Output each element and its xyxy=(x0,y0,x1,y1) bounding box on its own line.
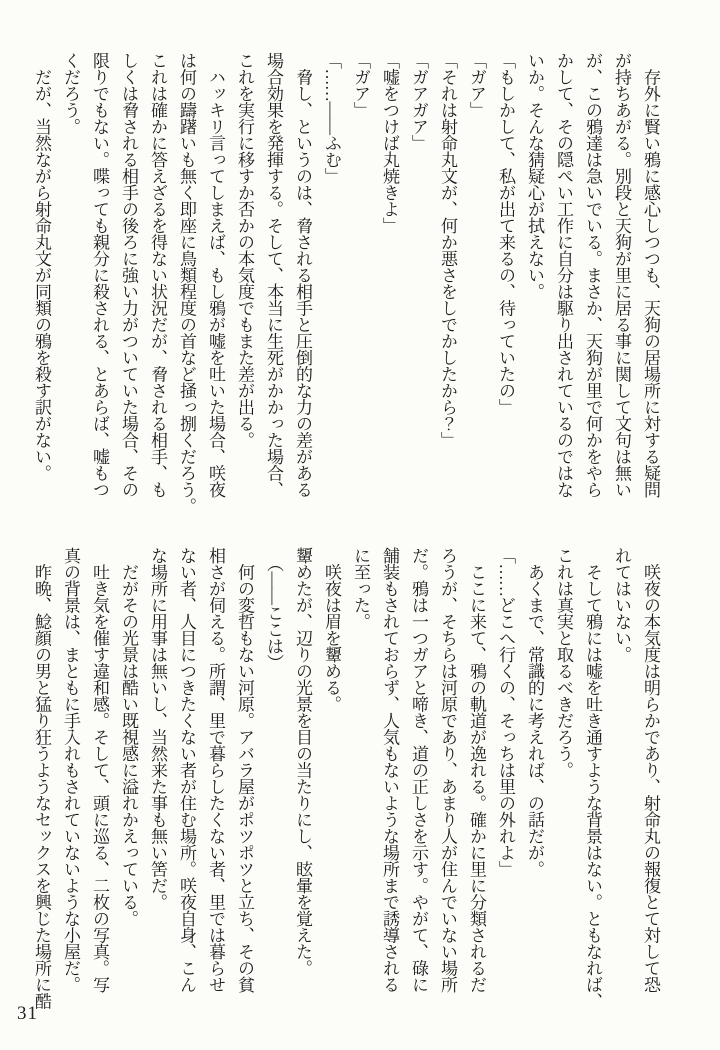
text-line: いか。そんな猜疑心が拭えない。 xyxy=(525,52,544,300)
text-line: 咲夜は眉を顰める。 xyxy=(322,547,341,712)
text-line-dialogue: 「ガア」 xyxy=(351,52,370,118)
text-line: は何の躊躇いも無く即座に鳥類程度の首など掻っ捌くだろう。 xyxy=(177,52,196,514)
text-line: くだろう。 xyxy=(61,52,80,135)
text-line: ない者、人目につきたくない者が住む場所。咲夜自身、こん xyxy=(177,547,196,993)
text-line: ろうが、そちらは河原であり、あまり人が住んでいない場所 xyxy=(438,547,457,993)
text-line: これは真実と取るべきだろう。 xyxy=(554,547,573,778)
text-line-thought: （——ここは） xyxy=(264,547,283,671)
text-line: 何の変哲もない河原。アバラ屋がポツポツと立ち、その貧 xyxy=(235,547,254,993)
text-line: ここに来て、鴉の軌道が逸れる。確かに里に分類されるだ xyxy=(467,547,486,993)
text-line: に至った。 xyxy=(351,547,370,630)
text-line: 咲夜の本気度は明らかであり、射命丸の報復とて対して恐 xyxy=(641,547,660,993)
text-line: 吐き気を催す違和感。そして、頭に巡る、二枚の写真。写 xyxy=(90,547,109,993)
text-line: な場所に用事は無いし、当然来た事も無い筈だ。 xyxy=(148,547,167,910)
text-line: 限りでもない。喋っても親分に殺される、とあらば、嘘もつ xyxy=(90,52,109,498)
text-line: 場合効果を発揮する。そして、本当に生死がかかった場合、 xyxy=(264,52,283,498)
text-line-dialogue: 「もしかして、私が出て来るの、待っていたの」 xyxy=(496,52,515,415)
text-line: が持ちあがる。別段と天狗が里に居る事に関して文句は無い xyxy=(612,52,631,498)
text-line: あくまで、常識的に考えれば、の話だが。 xyxy=(525,547,544,877)
text-line: だが、当然ながら射命丸文が同類の鴉を殺す訳がない。 xyxy=(32,52,51,481)
text-line: 相さが伺える。所謂、里で暮らしたくない者、里では暮らせ xyxy=(206,547,225,993)
text-line-dialogue: 「……——ふむ」 xyxy=(322,52,341,184)
text-line: しくは脅される相手の後ろに強い力がついていた場合、その xyxy=(119,52,138,498)
text-line: 顰めたが、辺りの光景を目の当たりにし、眩暈を覚えた。 xyxy=(293,547,312,976)
text-line-dialogue: 「……どこへ行くの、そっちは里の外れよ」 xyxy=(496,547,515,877)
page-number: 31 xyxy=(17,1003,38,1024)
text-line: これは確かに答えざるを得ない状況だが、脅される相手、も xyxy=(148,52,167,498)
text-line: だ。鴉は一つガアと啼き、道の正しさを示す。やがて、碌に xyxy=(409,547,428,993)
text-line: が、この鴉達は急いでいる。まさか、天狗が里で何かをやら xyxy=(583,52,602,498)
text-line: ハッキリ言ってしまえば、もし鴉が嘘を吐いた場合、咲夜 xyxy=(206,52,225,498)
text-line-dialogue: 「ガアガア」 xyxy=(409,52,428,151)
text-line: れてはいない。 xyxy=(612,547,631,663)
text-line-dialogue: 「嘘をつけば丸焼きよ」 xyxy=(380,52,399,234)
text-line: そして鴉には嘘を吐き通すような背景はない。ともなれば、 xyxy=(583,547,602,1009)
text-line: 真の背景は、まともに手入れもされていないような小屋だ。 xyxy=(61,547,80,993)
text-line: かして、その隠ぺい工作に自分は駆り出されているのではな xyxy=(554,52,573,498)
text-line-dialogue: 「ガア」 xyxy=(467,52,486,118)
text-line: だがその光景は酷い既視感に溢れかえっている。 xyxy=(119,547,138,927)
bottom-text-block xyxy=(27,547,665,1017)
top-text-block xyxy=(27,52,665,522)
text-line: これを実行に移すか否かの本気度でもまた差が出る。 xyxy=(235,52,254,448)
text-line-dialogue: 「それは射命丸文が、何か悪さをしでかしたから？」 xyxy=(438,52,457,448)
text-line: 舗装もされておらず、人気もないような場所まで誘導される xyxy=(380,547,399,993)
text-line: 昨晩、鯰顔の男と猛り狂うようなセックスを興じた場所に酷 xyxy=(32,547,51,1009)
text-line: 存外に賢い鴉に感心しつつも、天狗の居場所に対する疑問 xyxy=(641,52,660,498)
text-line: 脅し、というのは、脅される相手と圧倒的な力の差がある xyxy=(293,52,312,498)
